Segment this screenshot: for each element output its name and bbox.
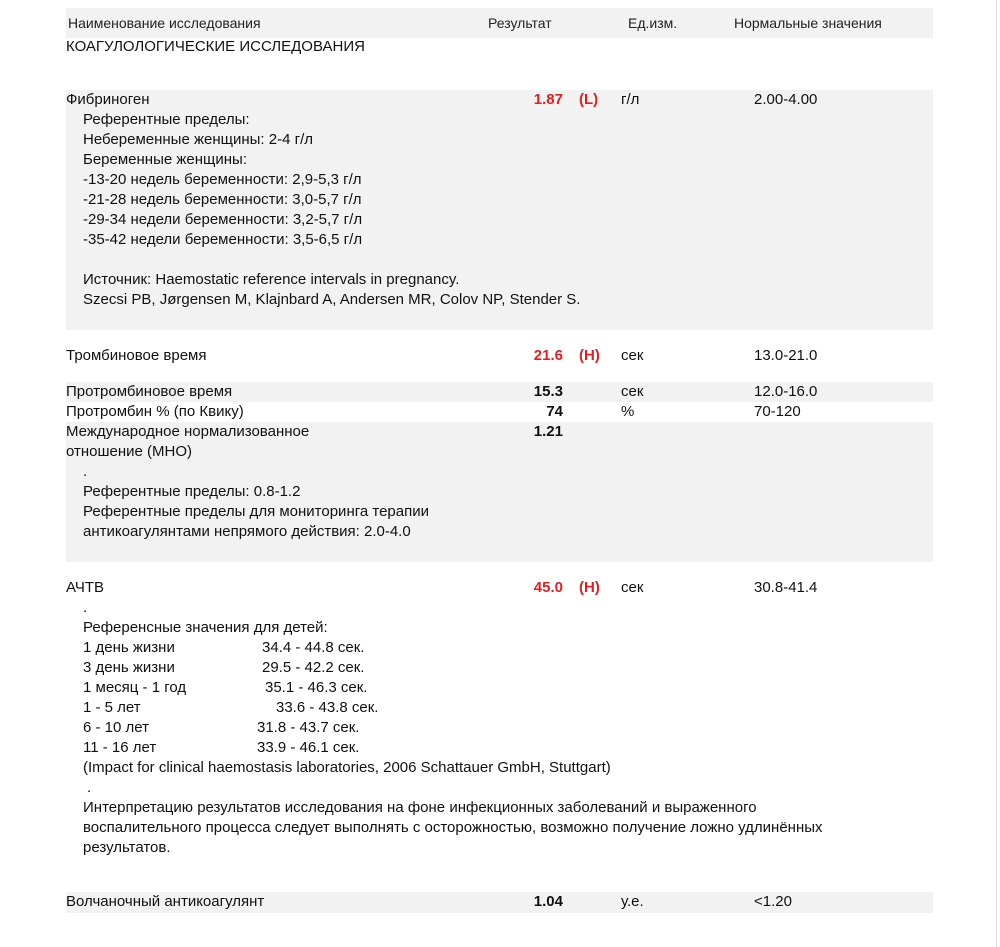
inr-comment-line: Референтные пределы для мониторинга терапии [83, 503, 429, 520]
aptt-child-age: 11 - 16 лет [83, 739, 157, 756]
fibrinogen-authors: Szecsi PB, Jørgensen M, Klajnbard A, Andersen MR, Colov NP, Stender S. [83, 291, 581, 308]
quick-norm: 70-120 [754, 403, 801, 420]
fibrinogen-unit: г/л [621, 91, 640, 108]
fibrinogen-source: Источник: Haemostatic reference intervals in pregnancy. [83, 271, 460, 288]
thrombin-norm: 13.0-21.0 [754, 347, 818, 364]
inr-result: 1.21 [533, 423, 563, 440]
aptt-child-range: 34.4 - 44.8 сек. [262, 639, 365, 656]
inr-comment-line: Референтные пределы: 0.8-1.2 [83, 483, 301, 500]
prothrombin-unit: сек [621, 383, 644, 400]
quick-result: 74 [546, 403, 563, 420]
header-unit: Ед.изм. [628, 15, 678, 31]
prothrombin-norm: 12.0-16.0 [754, 383, 818, 400]
aptt-dot: . [87, 779, 92, 796]
fibrinogen-comment-line: -13-20 недель беременности: 2,9-5,3 г/л [83, 171, 362, 188]
fibrinogen-norm: 2.00-4.00 [754, 91, 818, 108]
fibrinogen-flag: (L) [579, 91, 599, 108]
inr-name-line1: Международное нормализованное [66, 423, 310, 440]
fibrinogen-comment-line: Беременные женщины: [83, 151, 247, 168]
aptt-child-age: 3 день жизни [83, 659, 175, 676]
aptt-child-age: 1 день жизни [83, 639, 175, 656]
aptt-child-age: 1 - 5 лет [83, 699, 141, 716]
aptt-result: 45.0 [533, 579, 563, 596]
aptt-dot: . [83, 599, 88, 616]
aptt-child-age: 1 месяц - 1 год [83, 679, 187, 696]
fibrinogen-result: 1.87 [533, 91, 563, 108]
aptt-child-range: 35.1 - 46.3 сек. [265, 679, 368, 696]
lupus-norm: <1.20 [754, 893, 792, 910]
aptt-note-line: результатов. [83, 839, 171, 856]
header-name: Наименование исследования [68, 15, 261, 31]
fibrinogen-comment-line: Небеременные женщины: 2-4 г/л [83, 131, 313, 148]
prothrombin-name: Протромбиновое время [66, 383, 233, 400]
aptt-name: АЧТВ [66, 579, 104, 596]
lupus-unit: у.е. [621, 893, 644, 910]
aptt-child-range: 29.5 - 42.2 сек. [262, 659, 365, 676]
fibrinogen-comment-line: -21-28 недель беременности: 3,0-5,7 г/л [83, 191, 362, 208]
fibrinogen-comment-line: Референтные пределы: [83, 111, 250, 128]
header-result: Результат [488, 15, 552, 31]
thrombin-name: Тромбиновое время [66, 347, 207, 364]
lupus-name: Волчаночный антикоагулянт [66, 893, 265, 910]
quick-name: Протромбин % (по Квику) [66, 403, 244, 420]
aptt-children-title: Референсные значения для детей: [83, 619, 328, 636]
header-norm: Нормальные значения [734, 15, 882, 31]
aptt-note-line: Интерпретацию результатов исследования на фоне инфекционных заболеваний и выраженного [83, 799, 757, 816]
fibrinogen-comment-line: -35-42 недели беременности: 3,5-6,5 г/л [83, 231, 363, 248]
aptt-note-line: воспалительного процесса следует выполнять с осторожностью, возможно получение ложно удлинённых [83, 819, 823, 836]
aptt-flag: (H) [579, 579, 600, 596]
inr-comment-line: . [83, 463, 88, 480]
aptt-child-range: 33.6 - 43.8 сек. [276, 699, 379, 716]
aptt-child-age: 6 - 10 лет [83, 719, 149, 736]
quick-unit: % [621, 403, 635, 420]
page-edge [996, 0, 997, 947]
aptt-child-range: 31.8 - 43.7 сек. [257, 719, 360, 736]
lupus-result: 1.04 [533, 893, 563, 910]
thrombin-unit: сек [621, 347, 644, 364]
section-title: КОАГУЛОЛОГИЧЕСКИЕ ИССЛЕДОВАНИЯ [66, 38, 365, 55]
thrombin-flag: (H) [579, 347, 600, 364]
fibrinogen-name: Фибриноген [66, 91, 150, 108]
aptt-unit: сек [621, 579, 644, 596]
inr-comment-line: антикоагулянтами непрямого действия: 2.0-4.0 [83, 523, 411, 540]
thrombin-result: 21.6 [533, 347, 563, 364]
aptt-child-range: 33.9 - 46.1 сек. [257, 739, 360, 756]
fibrinogen-comment-line: -29-34 недели беременности: 3,2-5,7 г/л [83, 211, 363, 228]
aptt-norm: 30.8-41.4 [754, 579, 818, 596]
aptt-source: (Impact for clinical haemostasis laboratories, 2006 Schattauer GmbH, Stuttgart) [83, 759, 611, 776]
prothrombin-result: 15.3 [533, 383, 563, 400]
inr-name-line2: отношение (МНО) [66, 443, 193, 460]
